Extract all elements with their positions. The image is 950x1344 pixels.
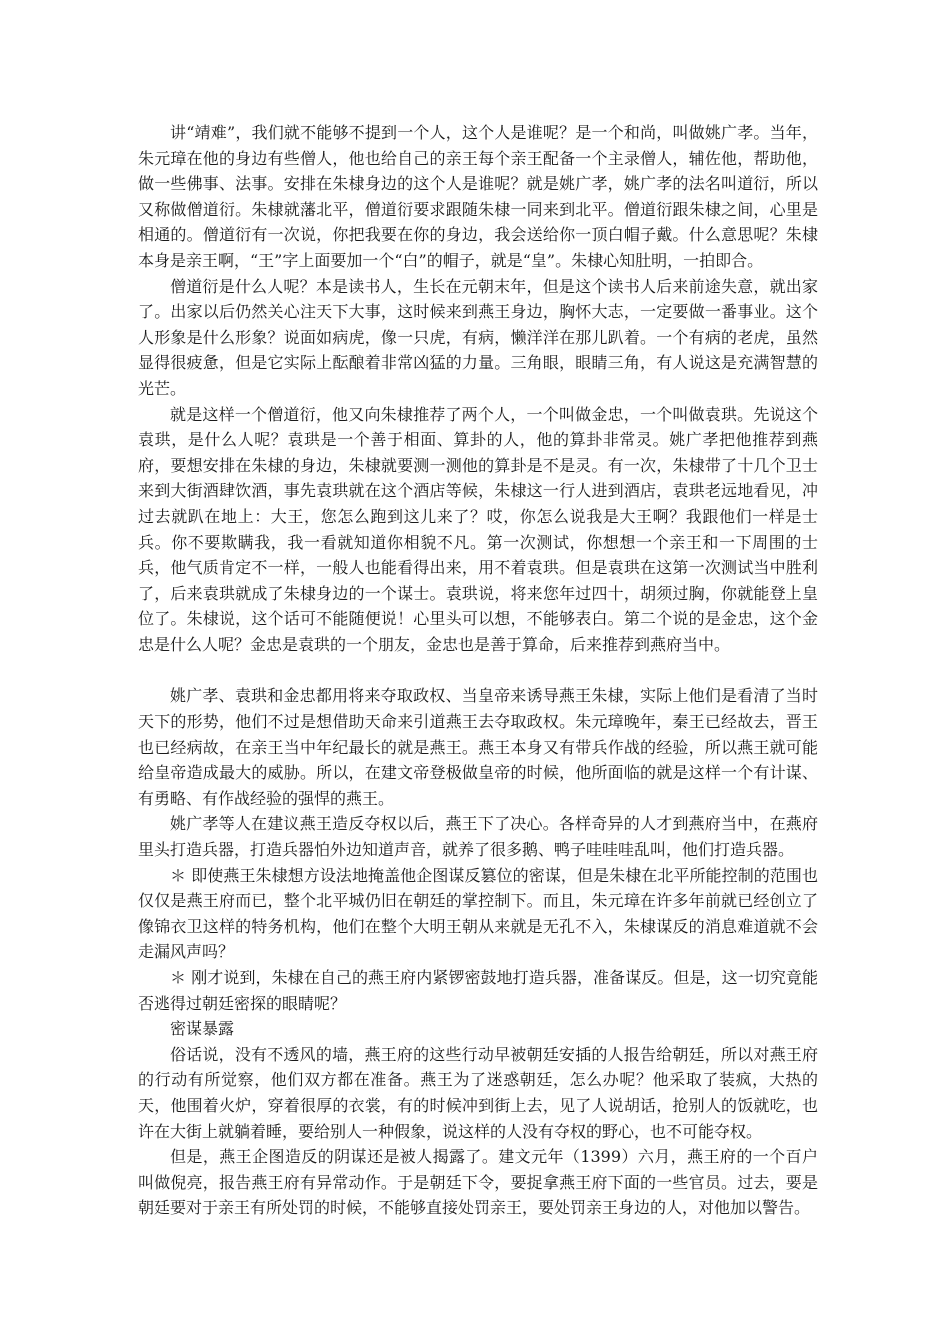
paragraph-daoyan-description: 僧道衍是什么人呢？本是读书人，生长在元朝末年，但是这个读书人后来前途失意，就出家了。出家以后仍然关心注天下大事，这时候来到燕王身边，胸怀大志，一定要做一番事业。这个人形象是什么形象？说面如病虎，像一只虎，有病，懒洋洋在那儿趴着。一个有病的老虎，虽然显得很疲惫，但是它实际上酝酿着非常凶猛的力量。三角眼，眼睛三角，有人说这是充满智慧的光芒。 — [138, 276, 818, 398]
document-page — [138, 120, 818, 1221]
paragraph-forging-weapons: 姚广孝等人在建议燕王造反夺权以后，燕王下了决心。各样奇异的人才到燕府当中，在燕府里头打造兵器，打造兵器怕外边知道声音，就养了很多鹅、鸭子哇哇哇乱叫，他们打造兵器。 — [138, 814, 818, 860]
paragraph-yao-guangxiao-intro: 讲“靖难”，我们就不能够不提到一个人，这个人是谁呢？是一个和尚，叫做姚广孝。当年，朱元璋在他的身边有些僧人，他也给自己的亲王每个亲王配备一个主录僧人，辅佐他，帮助他，做一些佛事、法事。安排在朱棣身边的这个人是谁呢？就是姚广孝，姚广孝的法名叫道衍，所以又称做僧道衍。朱棣就藩北平，僧道衍要求跟随朱棣一同来到北平。僧道衍跟朱棣之间，心里是相通的。僧道衍有一次说，你把我要在你的身边，我会送给你一顶白帽子戴。什么意思呢？朱棣本身是亲王啊，“王”字上面要加一个“白”的帽子，就是“皇”。朱棣心知肚明，一拍即合。 — [138, 123, 818, 270]
paragraph-feigned-madness: 俗话说，没有不透风的墙，燕王府的这些行动早被朝廷安插的人报告给朝廷，所以对燕王府的行动有所觉察，他们双方都在准备。燕王为了迷惑朝廷，怎么办呢？他采取了装疯，大热的天，他围着火炉，穿着很厚的衣裳，有的时候冲到街上去，见了人说胡话，抢别人的饭就吃，也许在大街上就躺着睡，要给别人一种假象，说这样的人没有夺权的野心，也不可能夺权。 — [138, 1044, 818, 1141]
paragraph-note-transition: ＊ 刚才说到，朱棣在自己的燕王府内紧锣密鼓地打造兵器，准备谋反。但是，这一切究竟能否逃得过朝廷密探的眼睛呢？ — [138, 968, 818, 1013]
paragraph-plot-revealed: 但是，燕王企图造反的阴谋还是被人揭露了。建文元年（1399）六月，燕王府的一个百户叫做倪亮，报告燕王府有异常动作。于是朝廷下令，要捉拿燕王府下面的一些官员。过去，要是朝廷要对于亲王有所处罚的时候，不能够直接处罚亲王，要处罚亲王身边的人，对他加以警告。 — [138, 1147, 818, 1218]
section-heading-plot-exposed: 密谋暴露 — [170, 1019, 235, 1039]
paragraph-yuan-gong-jin-zhong: 就是这样一个僧道衍，他又向朱棣推荐了两个人，一个叫做金忠，一个叫做袁珙。先说这个袁珙，是什么人呢？袁珙是一个善于相面、算卦的人，他的算卦非常灵。姚广孝把他推荐到燕府，要想安排在朱棣的身边，朱棣就要测一测他的算卦是不是灵。有一次，朱棣带了十几个卫士来到大街酒肆饮酒，事先袁珙就在这个酒店等候，朱棣这一行人进到酒店，袁珙老远地看见，冲过去就趴在地上：大王，您怎么跑到这儿来了？哎，你怎么说我是大王啊？我跟他们一样是士兵。你不要欺瞒我，我一看就知道你相貌不凡。第一次测试，你想想一个亲王和一下周围的士兵，他气质肯定不一样，一般人也能看得出来，用不着袁珙。但是袁珙在这第一次测试当中胜利了，后来袁珙就成了朱棣身边的一个谋士。袁珙说，将来您年过四十，胡须过胸，你就能登上皇位了。朱棣说，这个话可不能随便说！心里头可以想，不能够表白。第二个说的是金忠，这个金忠是什么人呢？金忠是袁珙的一个朋友，金忠也是善于算命，后来推荐到燕府当中。 — [138, 404, 818, 654]
paragraph-situation-analysis: 姚广孝、袁珙和金忠都用将来夺取政权、当皇帝来诱导燕王朱棣，实际上他们是看清了当时天下的形势，他们不过是想借助天命来引道燕王去夺取政权。朱元璋晚年，秦王已经故去，晋王也已经病故，在亲王当中年纪最长的就是燕王。燕王本身又有带兵作战的经验，所以燕王就可能给皇帝造成最大的威胁。所以，在建文帝登极做皇帝的时候，他所面临的就是这样一个有计谋、有勇略、有作战经验的强悍的燕王。 — [138, 686, 818, 808]
paragraph-note-secret-police: ＊ 即使燕王朱棣想方设法地掩盖他企图谋反篡位的密谋，但是朱棣在北平所能控制的范围也仅仅是燕王府而已，整个北平城仍旧在朝廷的掌控制下。而且，朱元璋在许多年前就已经创立了像锦衣卫这样的特务机构，他们在整个大明王朝从来就是无孔不入，朱棣谋反的消息难道就不会走漏风声吗？ — [138, 865, 818, 962]
